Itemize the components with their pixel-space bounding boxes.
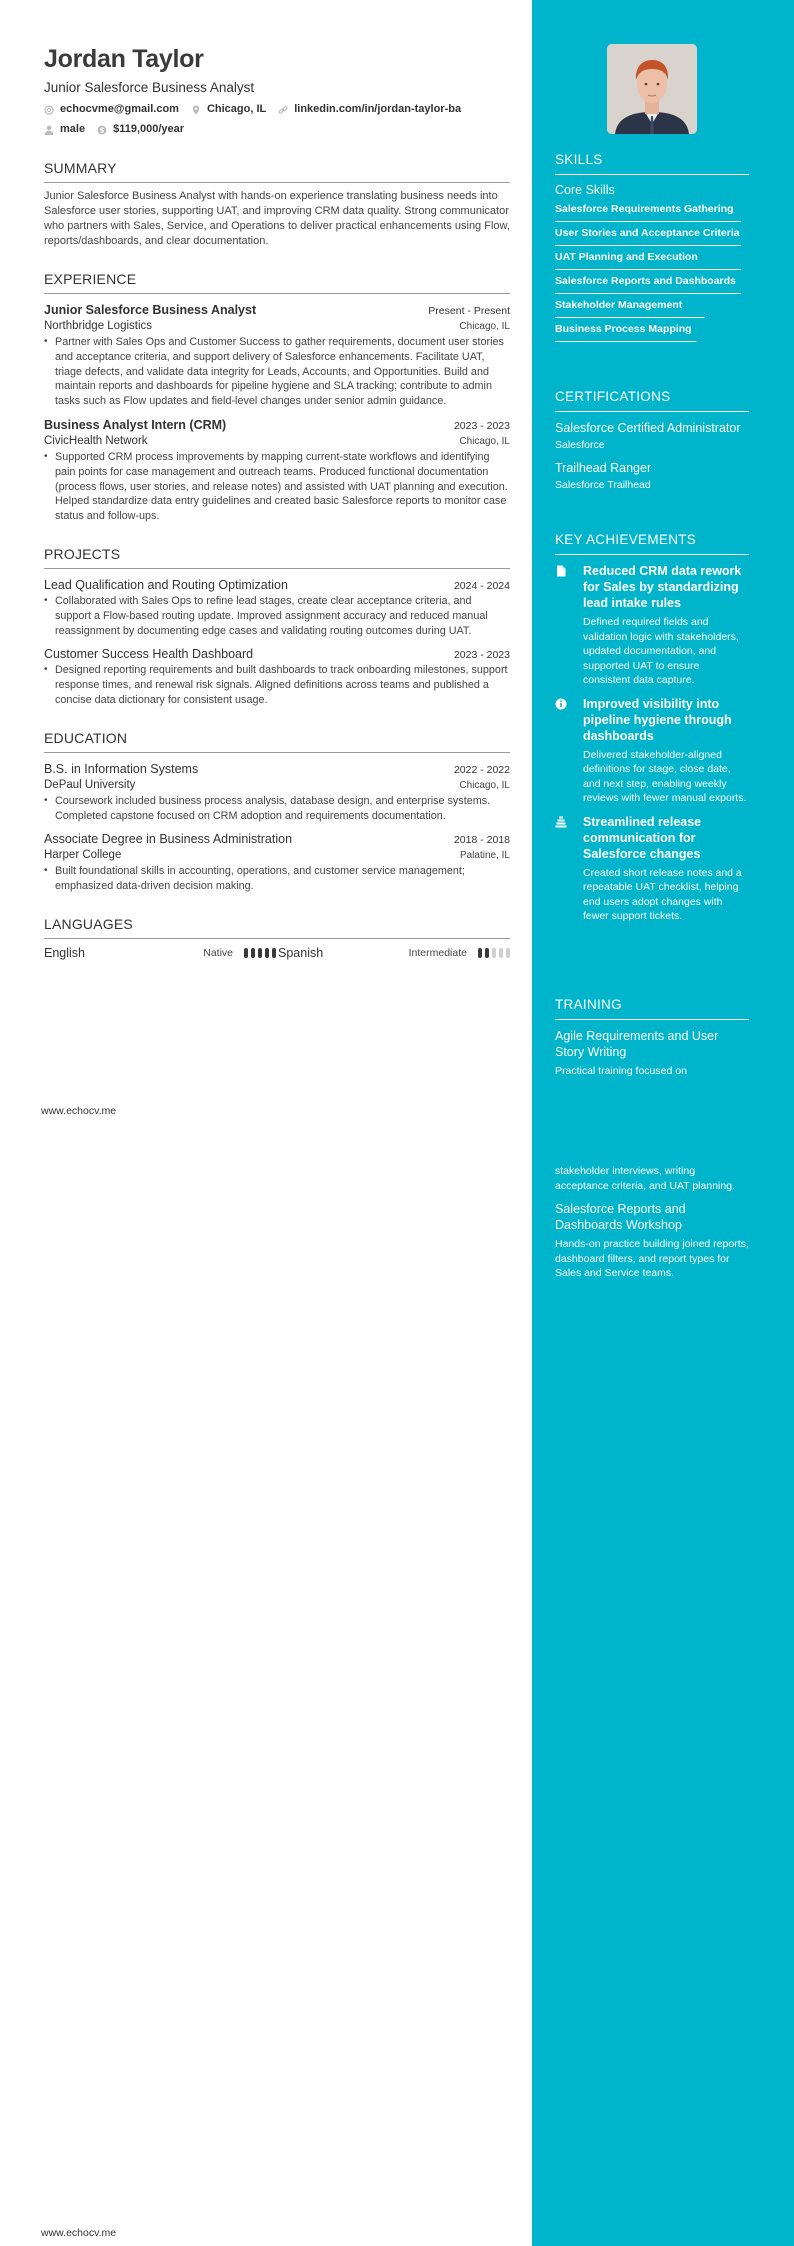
experience-role: Business Analyst Intern (CRM) xyxy=(44,417,227,432)
projects-section xyxy=(44,546,510,708)
language-rating xyxy=(241,948,276,958)
contact-gender-text: male xyxy=(60,123,86,135)
experience-entry xyxy=(44,417,510,524)
info-icon xyxy=(555,696,583,806)
footer-link[interactable]: www.echocv.me xyxy=(41,1105,117,1117)
contact-location-text: Chicago, IL xyxy=(206,103,267,115)
certification-name: Salesforce Certified Administrator xyxy=(555,421,741,435)
project-name: Customer Success Health Dashboard xyxy=(44,647,254,662)
summary-heading: SUMMARY xyxy=(44,160,510,183)
education-section xyxy=(44,730,510,894)
contact-email-text: echocvme@gmail.com xyxy=(60,103,179,115)
education-school: DePaul University xyxy=(44,778,136,791)
achievement-desc: Created short release notes and a repeatable UAT checklist, helping end users adopt changes with fewer support tickets. xyxy=(583,866,742,922)
training-desc: Hands-on practice building joined reports, dashboard filters, and report types for Sales and Service teams. xyxy=(555,1238,749,1279)
contact-row-1 xyxy=(44,103,510,116)
candidate-title: Junior Salesforce Business Analyst xyxy=(44,80,255,95)
languages-heading: LANGUAGES xyxy=(44,916,510,939)
achievements-heading: KEY ACHIEVEMENTS xyxy=(555,532,749,555)
rating-dot xyxy=(499,948,503,958)
education-date: 2022 - 2022 xyxy=(453,763,510,776)
rating-dot xyxy=(244,948,248,958)
skill-item: Business Process Mapping xyxy=(555,322,697,342)
skill-item: Stakeholder Management xyxy=(555,298,705,318)
contact-salary xyxy=(97,123,184,136)
training-desc: Practical training focused on xyxy=(555,1065,687,1077)
training-name: Salesforce Reports and Dashboards Workshop xyxy=(555,1202,686,1232)
certifications-heading: CERTIFICATIONS xyxy=(555,389,749,412)
achievement-title: Improved visibility into pipeline hygiene through dashboards xyxy=(583,696,732,743)
certifications-section xyxy=(555,389,749,492)
rating-dot xyxy=(265,948,269,958)
experience-location: Chicago, IL xyxy=(459,321,510,332)
training-heading: TRAINING xyxy=(555,997,749,1020)
rating-dot xyxy=(251,948,255,958)
language-level: Intermediate xyxy=(408,946,467,959)
certification-issuer: Salesforce Trailhead xyxy=(555,479,651,491)
rating-dot xyxy=(506,948,510,958)
contact-salary-text: $119,000/year xyxy=(113,123,185,135)
contact-row-2 xyxy=(44,123,510,136)
training-continued xyxy=(555,1164,749,1281)
location-pin-icon xyxy=(191,105,201,115)
project-bullet: • Collaborated with Sales Ops to refine lead stages, create clear acceptance criteria, and support a Flow-based routing update. Improved assignment accuracy and reduced manual reassignment by documenting edge cases and validating routing outcomes during UAT. xyxy=(44,594,488,637)
language-name: English xyxy=(44,945,85,960)
contact-linkedin-text: linkedin.com/in/jordan-taylor-ba xyxy=(294,103,462,115)
experience-location: Chicago, IL xyxy=(459,435,510,447)
experience-date: 2023 - 2023 xyxy=(453,419,510,432)
rating-dot xyxy=(485,948,489,958)
contact-linkedin[interactable] xyxy=(278,103,461,116)
summary-text: Junior Salesforce Business Analyst with hands-on experience translating business needs into Salesforce user stories, supporting UAT, and improving CRM data quality. Strong communicator who partners with Sales, Service, and Operations to deliver practical enhancements using Flow, reports/dashboards, and clear documentation. xyxy=(44,190,510,247)
experience-heading: EXPERIENCE xyxy=(44,271,510,294)
skills-section xyxy=(555,152,749,342)
education-bullet: • Coursework included business process analysis, database design, and enterprise systems. Completed capstone focused on CRM adoption and requirements documentation. xyxy=(44,794,491,822)
contact-location xyxy=(191,103,266,116)
language-item xyxy=(44,946,276,960)
language-level: Native xyxy=(203,946,233,959)
layers-icon xyxy=(555,814,583,924)
certification-issuer: Salesforce xyxy=(555,439,605,451)
candidate-name: Jordan Taylor xyxy=(44,45,204,73)
coin-icon xyxy=(97,125,107,135)
training-section xyxy=(555,997,749,1079)
achievement-item xyxy=(555,563,749,688)
experience-date: Present - Present xyxy=(428,305,510,317)
education-degree: B.S. in Information Systems xyxy=(44,761,199,776)
project-bullet: • Designed reporting requirements and built dashboards to track onboarding milestones, support response times, and renewal risk signals. Aligned definitions across teams and published a concise data dictionary for consistent usage. xyxy=(44,664,508,706)
achievement-item xyxy=(555,814,749,924)
experience-company: Northbridge Logistics xyxy=(44,320,153,332)
experience-role: Junior Salesforce Business Analyst xyxy=(44,303,257,317)
achievement-item xyxy=(555,696,749,806)
education-school: Harper College xyxy=(44,849,122,862)
education-entry xyxy=(44,761,510,824)
experience-section xyxy=(44,271,510,524)
rating-dot xyxy=(258,948,262,958)
summary-section xyxy=(44,160,510,249)
achievement-title: Reduced CRM data rework for Sales by standardizing lead intake rules xyxy=(583,564,742,610)
skill-item: Salesforce Requirements Gathering xyxy=(555,202,741,222)
training-desc: stakeholder interviews, writing acceptance criteria, and UAT planning. xyxy=(555,1165,735,1192)
achievement-title: Streamlined release communication for Salesforce changes xyxy=(583,814,702,861)
experience-bullet: • Partner with Sales Ops and Customer Success to gather requirements, document user stories and acceptance criteria, and support delivery of Salesforce enhancements. Facilitate UAT, triage defects, and validate data integrity for Leads, Accounts, and Opportunities. Build and maintain reports and dashboards for pipeline hygiene and SLA tracking; contribute to admin tasks such as Flow updates and field-level changes under senior admin guidance. xyxy=(44,336,504,408)
project-name: Lead Qualification and Routing Optimization xyxy=(44,577,288,592)
profile-photo xyxy=(607,44,697,134)
project-entry xyxy=(44,577,510,638)
skill-item: UAT Planning and Execution xyxy=(555,250,741,270)
link-icon xyxy=(278,105,288,115)
achievement-desc: Defined required fields and validation logic with stakeholders, updated documentation, and supported UAT to ensure consistent data capture. xyxy=(583,616,739,686)
rating-dot xyxy=(272,948,276,958)
certification-name: Trailhead Ranger xyxy=(555,461,652,475)
language-item xyxy=(278,946,510,960)
experience-bullet: • Supported CRM process improvements by mapping current-state workflows and identifying pain points for case management and outreach teams. Produced functional documentation (process flows, user stories, and release notes) and assisted with UAT planning and execution. Helped standardize data entry guidelines and created basic Salesforce reports to monitor case status and follow-ups. xyxy=(44,450,508,523)
languages-section xyxy=(44,916,510,960)
contact-email[interactable] xyxy=(44,103,179,116)
at-icon xyxy=(44,105,54,115)
education-entry xyxy=(44,831,510,894)
education-degree: Associate Degree in Business Administration xyxy=(44,832,293,847)
svg-text:$: $ xyxy=(99,126,105,135)
education-location: Chicago, IL xyxy=(459,779,510,791)
skill-item: User Stories and Acceptance Criteria xyxy=(555,226,741,246)
project-date: 2023 - 2023 xyxy=(453,649,510,662)
education-location: Palatine, IL xyxy=(459,850,510,862)
main-column xyxy=(44,44,510,960)
language-name: Spanish xyxy=(278,945,324,960)
person-icon xyxy=(44,125,54,135)
projects-heading: PROJECTS xyxy=(44,546,510,569)
training-name: Agile Requirements and User Story Writing xyxy=(555,1029,719,1059)
project-entry xyxy=(44,646,510,707)
education-heading: EDUCATION xyxy=(44,730,510,753)
skills-group: Core Skills xyxy=(555,183,615,197)
experience-company: CivicHealth Network xyxy=(44,434,148,447)
experience-entry xyxy=(44,302,510,409)
achievements-section xyxy=(555,532,749,924)
contact-gender xyxy=(44,123,85,136)
document-icon xyxy=(555,563,583,688)
language-rating xyxy=(475,948,510,958)
achievement-desc: Delivered stakeholder-aligned definitions for stage, close date, and next step, enabling weekly reviews with fewer manual exports. xyxy=(583,748,747,804)
project-date: 2024 - 2024 xyxy=(453,579,510,592)
education-date: 2018 - 2018 xyxy=(453,834,510,847)
education-bullet: • Built foundational skills in accounting, operations, and customer service management; emphasized data-driven decision making. xyxy=(44,865,465,893)
rating-dot xyxy=(478,948,482,958)
footer-link[interactable]: www.echocv.me xyxy=(41,2227,117,2239)
rating-dot xyxy=(492,948,496,958)
skills-heading: SKILLS xyxy=(555,152,749,175)
skill-item: Salesforce Reports and Dashboards xyxy=(555,274,741,294)
